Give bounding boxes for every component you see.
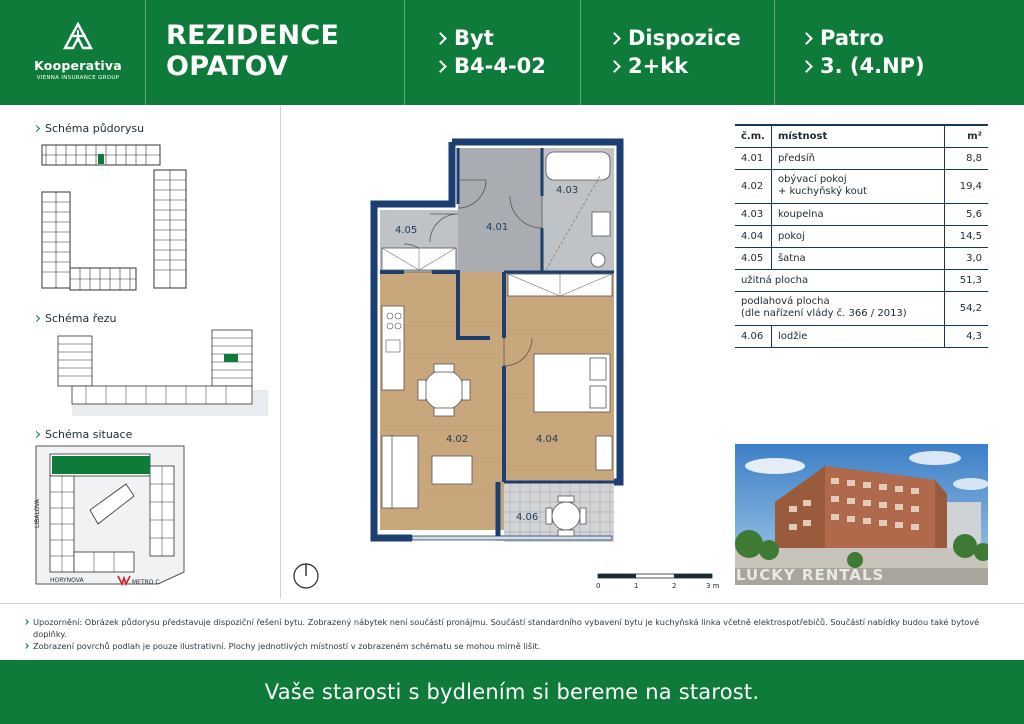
scale-bar <box>592 572 722 592</box>
floor-plan <box>360 136 628 550</box>
row-room: užitná plocha <box>735 269 944 291</box>
row-area: 19,4 <box>944 169 988 203</box>
row-area: 54,2 <box>944 291 988 325</box>
coffee-table <box>432 456 472 484</box>
table-header-row <box>735 125 988 147</box>
table-row <box>735 147 988 169</box>
header-room-number: č.m. <box>735 125 771 147</box>
chevron-right-icon <box>33 431 40 438</box>
logo-subtitle: VIENNA INSURANCE GROUP <box>36 75 120 81</box>
site-scheme <box>34 444 188 592</box>
kooperativa-logo-icon <box>61 22 95 52</box>
footer-slogan: Vaše starosti s bydlením si bereme na starost. <box>264 680 760 704</box>
header-area: m² <box>944 125 988 147</box>
header-bar <box>0 0 1024 105</box>
north-arrow-icon <box>292 562 320 590</box>
chevron-right-icon <box>23 619 29 625</box>
chevron-right-icon <box>608 32 621 45</box>
chevron-right-icon <box>434 60 447 73</box>
row-area: 51,3 <box>944 269 988 291</box>
section-scheme-title: Schéma řezu <box>34 312 117 325</box>
site-scheme-title: Schéma situace <box>34 428 132 441</box>
sofa <box>382 436 418 508</box>
table-row <box>735 203 988 225</box>
table-row <box>735 291 988 325</box>
row-number: 4.01 <box>735 147 771 169</box>
header-divider <box>404 0 405 105</box>
table-row <box>735 225 988 247</box>
column-divider <box>280 106 281 598</box>
table-row <box>735 325 988 347</box>
floor-layout-scheme <box>36 140 192 296</box>
floor-info <box>802 24 925 80</box>
row-area: 3,0 <box>944 247 988 269</box>
photo-watermark: LUCKY RENTALS <box>736 566 885 584</box>
scale-tick-3: 3 m <box>706 582 720 590</box>
row-number: 4.04 <box>735 225 771 247</box>
street-left-label: LIBALOVA <box>34 499 41 528</box>
chevron-right-icon <box>800 60 813 73</box>
row-room: lodžie <box>771 325 944 347</box>
desk <box>596 436 612 470</box>
street-bottom-label: HORYNOVA <box>50 577 84 584</box>
plan-scheme-title: Schéma půdorysu <box>34 122 144 135</box>
row-area: 5,6 <box>944 203 988 225</box>
chevron-right-icon <box>33 315 40 322</box>
room-label-4-05: 4.05 <box>395 225 418 236</box>
row-room: koupelna <box>771 203 944 225</box>
scale-tick-2: 2 <box>672 582 677 590</box>
table-row <box>735 269 988 291</box>
building-photo <box>735 444 988 585</box>
room-label-4-01: 4.01 <box>486 222 509 233</box>
room-label-4-03: 4.03 <box>556 185 579 196</box>
footer-bar <box>0 660 1024 724</box>
layout-label: Dispozice <box>628 26 741 50</box>
project-title-line2: OPATOV <box>166 51 289 82</box>
section-highlight <box>224 354 238 362</box>
room-label-4-02: 4.02 <box>446 434 469 445</box>
row-room: obývací pokoj + kuchyňský kout <box>771 169 944 203</box>
flat-info <box>436 24 546 80</box>
floor-label: Patro <box>820 26 884 50</box>
row-number: 4.05 <box>735 247 771 269</box>
project-title-line1: REZIDENCE <box>166 20 340 51</box>
row-room: šatna <box>771 247 944 269</box>
flat-value: B4-4-02 <box>454 54 546 78</box>
kitchen-counter <box>382 306 404 390</box>
row-area: 8,8 <box>944 147 988 169</box>
table-row <box>735 169 988 203</box>
flat-highlight <box>98 154 104 164</box>
chevron-right-icon <box>800 32 813 45</box>
disclaimer-notes <box>24 616 1004 652</box>
header-divider <box>145 0 146 105</box>
sink <box>592 212 610 236</box>
floor-value: 3. (4.NP) <box>820 54 925 78</box>
kooperativa-logo <box>28 22 128 81</box>
room-label-4-06: 4.06 <box>516 512 539 523</box>
header-divider <box>580 0 581 105</box>
section-scheme <box>36 326 268 416</box>
row-room: předsíň <box>771 147 944 169</box>
header-room-name: místnost <box>771 125 944 147</box>
row-room: pokoj <box>771 225 944 247</box>
note-item: Upozornění: Obrázek půdorysu představuje dispoziční řešení bytu. Zobrazený nábytek není součástí pronájmu. Součástí standardního vybavení bytu je kuchyňská linka včetně elektrospotřebičů. Součástí nabídky budou také bytové doplňky. <box>24 616 1004 640</box>
project-title <box>166 20 339 82</box>
logo-name: Kooperativa <box>34 58 122 73</box>
metro-label: METRO C <box>132 579 160 586</box>
row-number: 4.06 <box>735 325 771 347</box>
chevron-right-icon <box>33 125 40 132</box>
layout-value: 2+kk <box>628 54 689 78</box>
chevron-right-icon <box>434 32 447 45</box>
table-row <box>735 247 988 269</box>
flat-label: Byt <box>454 26 494 50</box>
row-area: 14,5 <box>944 225 988 247</box>
row-number: 4.03 <box>735 203 771 225</box>
toilet <box>591 253 605 267</box>
bed <box>534 354 610 412</box>
layout-info <box>610 24 741 80</box>
chevron-right-icon <box>608 60 621 73</box>
header-divider <box>774 0 775 105</box>
chevron-right-icon <box>23 643 29 649</box>
notes-divider <box>0 603 1024 604</box>
scale-tick-0: 0 <box>596 582 601 590</box>
row-area: 4,3 <box>944 325 988 347</box>
bathtub <box>546 152 610 180</box>
room-area-table <box>735 124 988 348</box>
row-number: 4.02 <box>735 169 771 203</box>
row-room: podlahová plocha (dle nařízení vlády č. 366 / 2013) <box>735 291 944 325</box>
note-item: Zobrazení povrchů podlah je pouze ilustrativní. Plochy jednotlivých místností v zobrazeném schématu se mohou mírně lišit. <box>24 640 1004 652</box>
site-highlight <box>52 456 150 474</box>
room-label-4-04: 4.04 <box>536 434 559 445</box>
scale-tick-1: 1 <box>634 582 639 590</box>
